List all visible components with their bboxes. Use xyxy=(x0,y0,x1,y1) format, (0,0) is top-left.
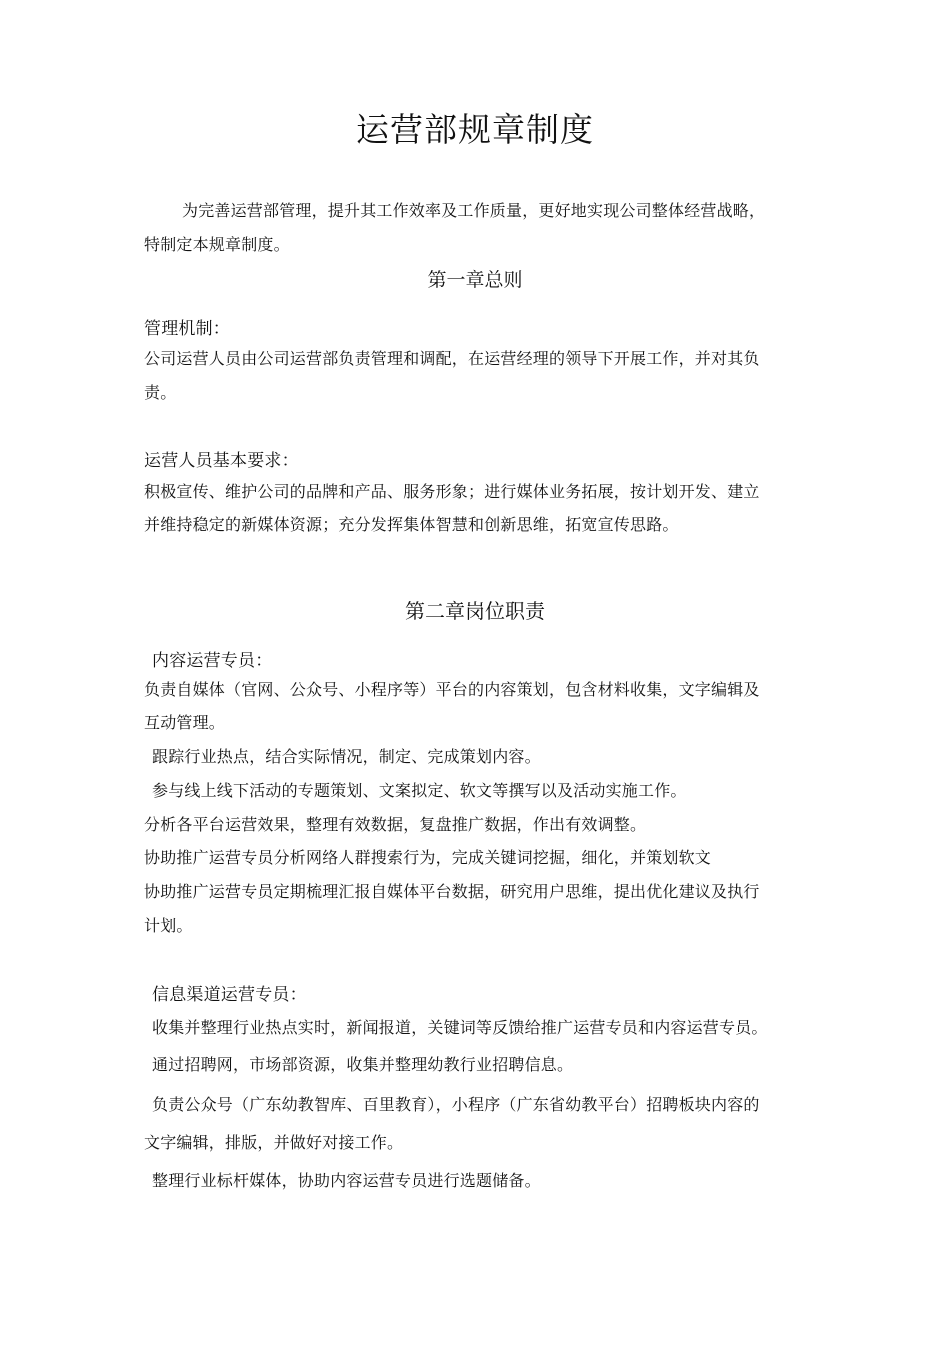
chapter-2-heading: 第二章岗位职责 xyxy=(405,599,545,623)
intro-line-1: 为完善运营部管理，提升其工作效率及工作质量，更好地实现公司整体经营战略， xyxy=(182,201,766,220)
intro-line-2: 特制定本规章制度。 xyxy=(144,235,290,254)
channel-role-item: 整理行业标杆媒体，协助内容运营专员进行选题储备。 xyxy=(152,1171,541,1190)
content-role-item: 分析各平台运营效果，整理有效数据，复盘推广数据，作出有效调整。 xyxy=(144,815,647,834)
channel-role-item: 收集并整理行业热点实时，新闻报道，关键词等反馈给推广运营专员和内容运营专员。 xyxy=(152,1018,768,1037)
channel-role-item: 负责公众号（广东幼教智库、百里教育），小程序（广东省幼教平台）招聘板块内容的 xyxy=(152,1095,760,1114)
channel-role-item: 文字编辑，排版，并做好对接工作。 xyxy=(144,1133,404,1152)
content-role-item: 参与线上线下活动的专题策划、文案拟定、软文等撰写以及活动实施工作。 xyxy=(152,781,687,800)
channel-role-label: 信息渠道运营专员： xyxy=(152,985,307,1005)
content-role-label: 内容运营专员： xyxy=(152,651,273,671)
content-role-item: 跟踪行业热点，结合实际情况，制定、完成策划内容。 xyxy=(152,747,541,766)
chapter-1-heading: 第一章总则 xyxy=(427,269,523,291)
content-role-item: 协助推广运营专员分析网络人群搜索行为，完成关键词挖掘，细化，并策划软文 xyxy=(144,848,712,867)
channel-role-item: 通过招聘网，市场部资源，收集并整理幼教行业招聘信息。 xyxy=(152,1055,574,1074)
management-mechanism-line-2: 责。 xyxy=(144,383,177,402)
content-role-item: 计划。 xyxy=(144,916,193,935)
management-mechanism-label: 管理机制： xyxy=(144,319,230,339)
content-role-item: 互动管理。 xyxy=(144,713,226,732)
basic-requirements-label: 运营人员基本要求： xyxy=(144,451,299,471)
content-role-item: 负责自媒体（官网、公众号、小程序等）平台的内容策划，包含材料收集，文字编辑及 xyxy=(144,680,760,699)
basic-requirements-line-2: 并维持稳定的新媒体资源；充分发挥集体智慧和创新思维，拓宽宣传思路。 xyxy=(144,515,679,534)
basic-requirements-line-1: 积极宣传、维护公司的品牌和产品、服务形象；进行媒体业务拓展，按计划开发、建立 xyxy=(144,482,760,501)
content-role-item: 协助推广运营专员定期梳理汇报自媒体平台数据，研究用户思维，提出优化建议及执行 xyxy=(144,882,760,901)
management-mechanism-line-1: 公司运营人员由公司运营部负责管理和调配，在运营经理的领导下开展工作，并对其负 xyxy=(144,349,760,368)
document-title: 运营部规章制度 xyxy=(356,110,594,149)
